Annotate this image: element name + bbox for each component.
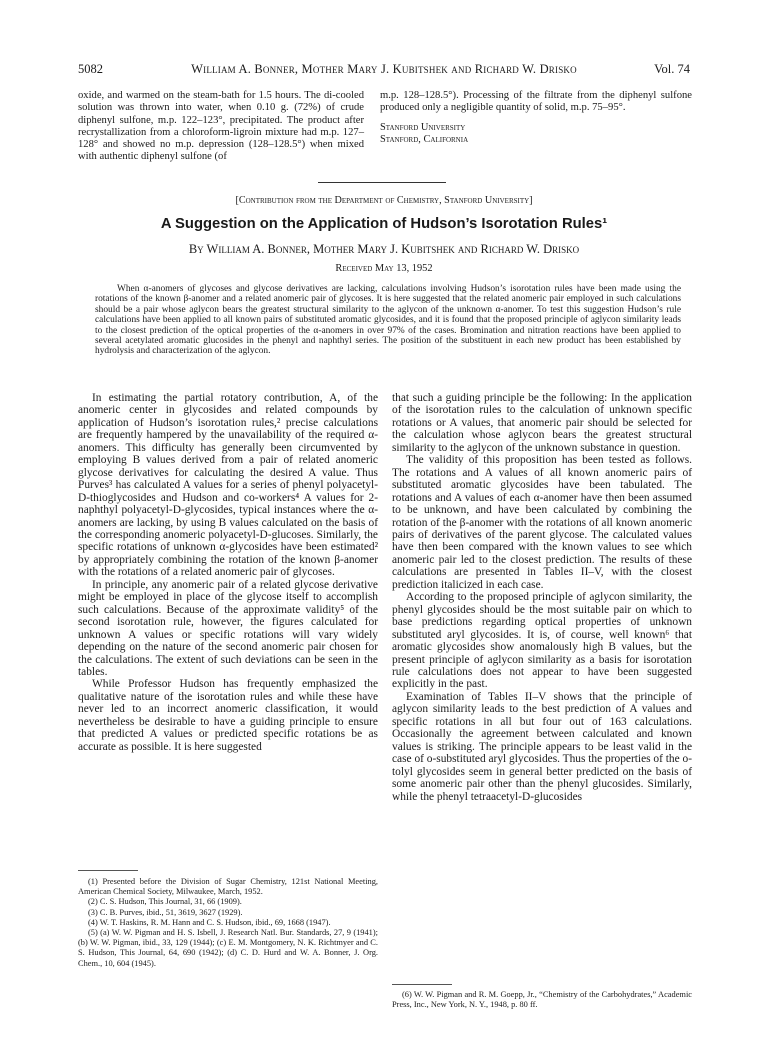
footnote: (1) Presented before the Division of Sugar Chemistry, 121st National Meeting, American Chemical Society, Milwaukee, March, 1952. [78,877,378,897]
previous-article-right-text: m.p. 128–128.5°). Processing of the filtrate from the diphenyl sulfone produced only a negligible quantity of solid, m.p. 75–95°. [380,90,692,114]
affiliation [380,122,692,148]
footnote: (5) (a) W. W. Pigman and H. S. Isbell, J. Research Natl. Bur. Standards, 27, 9 (1941); (b) W. W. Pigman, ibid., 33, 129 (1944); (c) E. M. Montgomery, N. K. Richtmyer and C. S. Hudson, This Journal, 64, 690 (1942); (d) C. D. Hurd and W. A. Bonner, J. Org. Chem., 10, 604 (1945). [78,928,378,968]
body-paragraph: The validity of this proposition has been tested as follows. The rotations and A values of all known anomeric pairs of substituted aromatic glycosides have been tabulated. The rotations and A values of each α-anomer have then been assumed to be unknown, and have been calculated by combining the rotation of the β-anomer with the rotations of all known anomeric pairs of derivatives of the parent glycose. The calculated values have then been compared with the known values to see which anomeric pair led to the closest prediction. The results of these calculations are presented in Tables II–V, with the closest prediction italicized in each case. [392,454,692,591]
article-title: A Suggestion on the Application of Hudson’s Isorotation Rules¹ [160,216,608,232]
contribution-line: [Contribution from the Department of Chemistry, Stanford University] [235,195,533,206]
footnote: (6) W. W. Pigman and R. M. Goepp, Jr., “Chemistry of the Carbohydrates,” Academic Press, Inc., New York, N. Y., 1948, p. 80 ff. [392,990,692,1010]
body-paragraph: In principle, any anomeric pair of a related glycose derivative might be employed in place of the glycose itself to accomplish such calculations. Because of the approximate validity⁵ of the second isorotation rule, however, the figures calculated for unknown A values or specific rotations will vary widely depending on the nature of the second anomeric pair chosen for the calculations. The extent of such deviations can be seen in the tables. [78,578,378,678]
body-paragraph: that such a guiding principle be the following: In the application of the isorotation rules to the calculation of unknown specific rotations or A values, that anomeric pair should be selected for the calculation whose aglycon bears the greatest structural similarity to the aglycon of the unknown substance in question. [392,392,692,454]
byline: By William A. Bonner, Mother Mary J. Kubitshek and Richard W. Drisko [188,242,580,256]
footnote-rule-right [392,984,452,985]
footnote: (2) C. S. Hudson, This Journal, 31, 66 (1909). [88,897,242,907]
body-paragraph: Examination of Tables II–V shows that the principle of aglycon similarity leads to the best prediction of A values and specific rotations in all but four out of 163 calculations. Occasionally the agreement between calculated and known values is striking. The principle appears to be least valid in the case of o-substituted aryl glycosides. Thus the properties of the o-tolyl glycosides seem in general better predicted on the basis of some anomeric pair other than the phenyl glucosides. Similarly, while the phenyl tetraacetyl-D-glucosides [392,690,692,803]
body-left-column [78,392,378,753]
affiliation-line-2: Stanford, California [380,134,469,146]
previous-article-right-column [380,90,692,147]
body-paragraph: In estimating the partial rotatory contribution, A, of the anomeric center in glycosides and related compounds by application of Hudson’s isorotation rules,² precise calculations are frequently hampered by the unavailability of the required α-anomers. This difficulty has generally been circumvented by employing B values derived from a pair of related anomeric glycose derivatives for calculating the desired A value. Thus Purves³ has calculated A values for a series of phenyl polyacetyl-D-thioglycosides and Hudson and co-workers⁴ A values for 2-naphthyl polyacetyl-D-glycosides, typical instances where the α-anomers are lacking, by using B values calculated on the basis of the corresponding anomeric polyacetyl-D-glucoses. Similarly, the specific rotations of unknown α-glycosides have been estimated² by appropriately combining the rotation of the known β-anomer with the rotations of a related anomeric pair of glycoses. [78,392,378,579]
affiliation-line-1: Stanford University [380,121,466,133]
footnote: (3) C. B. Purves, ibid., 51, 3619, 3627 (1929). [88,907,243,917]
received-date: Received May 13, 1952 [335,263,433,274]
page-number: 5082 [78,62,103,76]
previous-article-left-column [78,90,364,164]
body-paragraph: While Professor Hudson has frequently emphasized the qualitative nature of the isorotation rules and while these have never led to an incorrect anomeric classification, it would nevertheless be desirable to have a guiding principle to ensure that predicted A values or predicted specific rotations be as accurate as possible. It is here suggested [78,678,378,753]
volume-label: Vol. 74 [654,62,690,76]
running-head-authors: William A. Bonner, Mother Mary J. Kubitshek and Richard W. Drisko [191,62,577,76]
body-paragraph: According to the proposed principle of aglycon similarity, the phenyl glycosides should be the most suitable pair on which to base predictions regarding optical properties of unknown substituted aryl glycosides. It is, of course, well known⁶ that aromatic glycosides show anomalously high B values, but the present principle of aglycon similarity as a basis for isorotation rule calculations does not appear to have been suggested explicitly in the past. [392,591,692,691]
running-head [78,62,690,80]
footnote-rule-left [78,870,138,871]
abstract: When α-anomers of glycoses and glycose derivatives are lacking, calculations involving Hudson’s isorotation rules have been made using the rotations of the known β-anomer and a related anomeric pair of glycoses. It is here suggested that the related anomeric pair employed in such calculations should be a pair whose aglycon bears the greatest structural similarity to the aglycon of the unknown α-anomer. To test this suggestion Hudson’s rule calculations have been applied to all known pairs of substituted aromatic glycosides, and it is found that the proposed principle of aglycon similarity leads to the closest prediction of the optical properties of the α-anomers in over 97% of the cases. Bromination and nitration reactions have been applied to several acetylated aromatic glucosides in the phenyl and naphthyl series. The position of the substituent in each new product has been established by hydrolysis and characterization of the aglycon. [95,284,681,357]
body-right-column [392,392,692,803]
previous-article-left-text: oxide, and warmed on the steam-bath for 1.5 hours. The di-cooled solution was thrown into water, when 0.10 g. (72%) of crude diphenyl sulfone, m.p. 122–123°, precipitated. The product after recrystallization from a chloroform-ligroin mixture had m.p. 127–128° and showed no m.p. depression (128–128.5°) when mixed with authentic diphenyl sulfone (of [78,90,364,163]
section-divider [318,182,446,183]
footnotes-right [392,990,692,1010]
footnotes-left [78,877,378,969]
footnote: (4) W. T. Haskins, R. M. Hann and C. S. Hudson, ibid., 69, 1668 (1947). [88,917,331,927]
